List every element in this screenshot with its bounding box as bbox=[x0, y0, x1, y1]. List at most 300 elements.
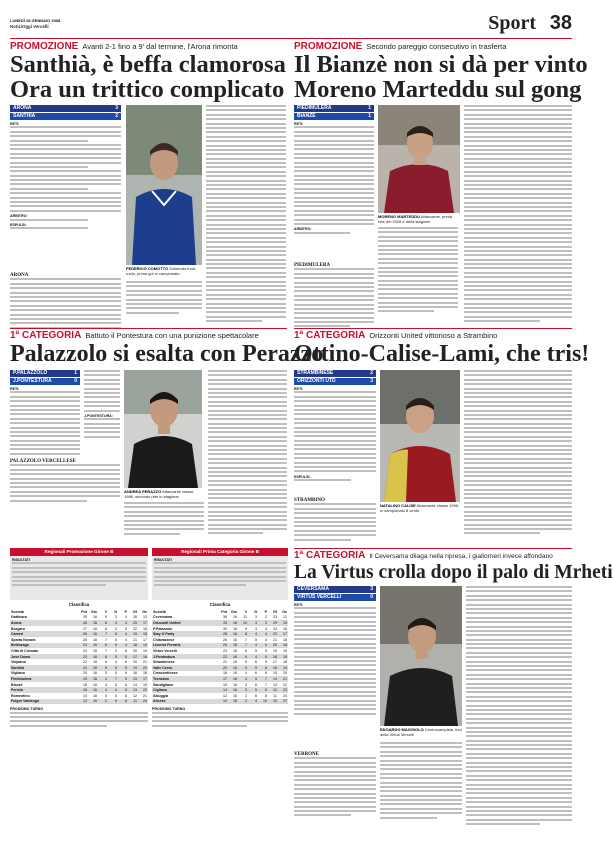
stat-cell: 23 bbox=[278, 687, 288, 693]
stat-cell: 27 bbox=[278, 699, 288, 705]
stat-cell: 8 bbox=[265, 693, 267, 698]
stat-cell: 5 bbox=[265, 648, 267, 653]
stat-cell: 5 bbox=[248, 676, 258, 682]
article-palazzolo: 1ª CATEGORIA Battuto il Pontestura con una punizione spettacolare Palazzolo si esalta con Perazzo P.PALAZZOLO 1 J.PONTESTURA 0 RETI: J.PONTESTURA: PALAZZOLO VERCELLESE ANDREA PERAZZO Attaccante classe 1986, secondo rete in stagione bbox=[10, 330, 287, 545]
stat-cell: 18 bbox=[83, 682, 87, 687]
stat-cell: 8 bbox=[98, 620, 108, 626]
team-name: Gattinara bbox=[11, 615, 27, 620]
stat-cell: 24 bbox=[83, 648, 87, 653]
stat-cell: 6 bbox=[108, 643, 118, 649]
stat-cell: 24 bbox=[273, 626, 277, 631]
stat-cell: 3 bbox=[115, 626, 117, 631]
stat-cell: 7 bbox=[105, 648, 107, 653]
stat-cell: 8 bbox=[238, 631, 248, 637]
team-name: Livorno Ferraris bbox=[152, 643, 218, 649]
stat-cell: 16 bbox=[93, 660, 97, 665]
match-details: RETI: ARBITRO: ESPULSI: bbox=[10, 122, 121, 272]
stat-cell: 19 bbox=[128, 665, 138, 671]
stat-cell: 17 bbox=[278, 631, 288, 637]
stat-cell: 14 bbox=[83, 693, 87, 698]
article-dropcap: PIEDIMULERA bbox=[294, 263, 331, 268]
stat-cell: 4 bbox=[125, 637, 127, 642]
stat-cell: 5 bbox=[245, 660, 247, 665]
stat-cell: 17 bbox=[143, 637, 147, 642]
stat-cell: 17 bbox=[273, 660, 277, 665]
team-name: Alicese bbox=[152, 699, 218, 705]
stat-cell: 20 bbox=[218, 665, 228, 671]
stat-cell: 6 bbox=[255, 671, 257, 676]
standings-column-header: Gs bbox=[142, 609, 147, 614]
masthead bbox=[10, 14, 572, 40]
stat-cell: 5 bbox=[98, 665, 108, 671]
stat-cell: 15 bbox=[278, 620, 288, 626]
standings-promozione: Regionali Promozione Girone B RISULTATI Classifica Società Pnt Gio V N P Gf Gs Gattinara 30 16 9 3 4 26 13 Arona 28 16 8 4 4 25 17 Borgaro 27 16 8 3 5 22 18 Cameri 26 16 7 5 4 19 15 Sparta Novara 26 16 7 5 4 21 17 Bellinzago 24 16 6 6 4 18 14 Città di Cossato 24 16 7 3 6 20 19 Juve Domo 23 16 6 5 5 17 16 Volpiano 22 16 6 4 6 20 21 Santhià 21 16 5 6 5 19 20 Vigliano 20 16 5 5 6 16 18 Piedimulera 19 16 4 7 5 15 17 Bianzè 18 16 4 6 6 14 19 Feriolo 16 16 4 4 8 13 22 Romentino 14 16 3 5 8 12 21 Fulgor Valdengo 12 16 2 6 8 11 24 PROSSIMO TURNO bbox=[10, 548, 148, 833]
stat-cell: 26 bbox=[223, 637, 227, 642]
standings-column-header: Gf bbox=[273, 609, 277, 614]
stat-cell: 4 bbox=[245, 671, 247, 676]
stat-cell: 16 bbox=[233, 626, 237, 631]
stat-cell: 19 bbox=[283, 648, 287, 653]
article-subtitle: Moreno Marteddu sul gong bbox=[294, 75, 582, 103]
article-title: La Virtus crolla dopo il palo di Mrheti bbox=[294, 562, 613, 583]
score-away: BIANZÈ 1 bbox=[294, 113, 374, 120]
stat-cell: 22 bbox=[133, 626, 137, 631]
stat-cell: 9 bbox=[105, 615, 107, 620]
stat-cell: 16 bbox=[88, 620, 98, 626]
stat-cell: 16 bbox=[88, 654, 98, 660]
stat-cell: 4 bbox=[115, 660, 117, 665]
stat-cell: 20 bbox=[133, 660, 137, 665]
stat-cell: 5 bbox=[108, 654, 118, 660]
article-kicker: 1ª CATEGORIA Battuto il Pontestura con una punizione spettacolare bbox=[10, 330, 259, 341]
stat-cell: 11 bbox=[128, 699, 138, 705]
standings-column-header: P bbox=[124, 609, 127, 614]
photo-caption: FEDERICO COMOTTO Schierato fuori-ruolo, prima gol in campionato bbox=[126, 266, 197, 276]
stat-cell: 2 bbox=[238, 699, 248, 705]
stat-cell: 8 bbox=[105, 626, 107, 631]
stat-cell: 18 bbox=[283, 660, 287, 665]
stat-cell: 29 bbox=[268, 620, 278, 626]
stat-cell: 15 bbox=[138, 631, 148, 637]
stat-cell: 3 bbox=[248, 620, 258, 626]
stat-cell: 20 bbox=[268, 643, 278, 649]
team-name: Borgaro bbox=[11, 626, 25, 631]
stat-cell: 16 bbox=[233, 682, 237, 687]
stat-cell: 16 bbox=[233, 671, 237, 676]
stat-cell: 19 bbox=[278, 654, 288, 660]
standings-column-header: V bbox=[244, 609, 247, 614]
stat-cell: 21 bbox=[278, 676, 288, 682]
stat-cell: 4 bbox=[248, 643, 258, 649]
stat-cell: 12 bbox=[223, 693, 227, 698]
standings-column-header: Società bbox=[11, 609, 24, 614]
player-photo-perazzo bbox=[124, 370, 202, 488]
photo-caption: NATALINO CALISE Attaccante classe 1995, in campionato 8 centri bbox=[380, 503, 460, 513]
team-name: Volpiano bbox=[11, 660, 26, 665]
stat-cell: 6 bbox=[255, 693, 257, 698]
stat-cell: 16 bbox=[228, 665, 238, 671]
stat-cell: 7 bbox=[105, 637, 107, 642]
stat-cell: 24 bbox=[138, 699, 148, 705]
stat-cell: 15 bbox=[223, 682, 227, 687]
stat-cell: 16 bbox=[88, 676, 98, 682]
stat-cell: 10 bbox=[258, 699, 268, 705]
stat-cell: 5 bbox=[248, 687, 258, 693]
team-name: Virtus Vercelli bbox=[153, 648, 177, 653]
stat-cell: 4 bbox=[108, 687, 118, 693]
stat-cell: 6 bbox=[125, 671, 127, 676]
team-name: Sparta Novara bbox=[11, 637, 36, 642]
stat-cell: 33 bbox=[273, 615, 277, 620]
stat-cell: 8 bbox=[125, 693, 127, 698]
stat-cell: 12 bbox=[133, 693, 137, 698]
stat-cell: 6 bbox=[255, 660, 257, 665]
stat-cell: 17 bbox=[218, 676, 228, 682]
standings-column-header: Gs bbox=[282, 609, 287, 614]
article-orizzonti bbox=[294, 330, 590, 545]
team-name: Santhià bbox=[10, 665, 78, 671]
team-name: Città di Cossato bbox=[11, 648, 39, 653]
stat-cell: 21 bbox=[223, 660, 227, 665]
stat-cell: 11 bbox=[273, 693, 277, 698]
stat-cell: 3 bbox=[245, 682, 247, 687]
stat-cell: 14 bbox=[133, 682, 137, 687]
team-name: Ceversama bbox=[153, 615, 173, 620]
stat-cell: 24 bbox=[283, 693, 287, 698]
stat-cell: 23 bbox=[78, 654, 88, 660]
stat-cell: 16 bbox=[228, 687, 238, 693]
team-name: Cigliano bbox=[152, 687, 218, 693]
standings-column-header: N bbox=[114, 609, 117, 614]
team-name: Juve Domo bbox=[10, 654, 78, 660]
article-dropcap: ARONA bbox=[10, 273, 29, 278]
team-name: Cameri bbox=[10, 631, 78, 637]
match-details: RETI: bbox=[294, 603, 376, 753]
team-name: Orizzonti United bbox=[152, 620, 218, 626]
stat-cell: 6 bbox=[98, 654, 108, 660]
stat-cell: 26 bbox=[133, 615, 137, 620]
score-away: VIRTUS VERCELLI 0 bbox=[294, 594, 376, 601]
stat-cell: 5 bbox=[258, 643, 268, 649]
player-photo-maggiolo bbox=[380, 586, 462, 726]
team-name: Saluggia bbox=[153, 693, 168, 698]
stat-cell: 4 bbox=[98, 687, 108, 693]
photo-caption: MORENO MARTEDDU Attaccante, prima rete del 2008 e della stagione bbox=[378, 214, 453, 224]
stat-cell: 5 bbox=[115, 693, 117, 698]
stat-cell: 21 bbox=[143, 660, 147, 665]
stat-cell: 21 bbox=[143, 693, 147, 698]
stat-cell: 13 bbox=[273, 682, 277, 687]
stat-cell: 22 bbox=[83, 660, 87, 665]
stat-cell: 16 bbox=[268, 665, 278, 671]
article-title: Palazzolo si esalta con Perazzo bbox=[10, 341, 324, 367]
standings-column-header: Pnt bbox=[221, 609, 227, 614]
stat-cell: 4 bbox=[108, 620, 118, 626]
stat-cell: 21 bbox=[273, 637, 277, 642]
stat-cell: 16 bbox=[93, 648, 97, 653]
score-home: CEVERSAMA 3 bbox=[294, 586, 376, 593]
team-name: Crescentinese bbox=[153, 671, 178, 676]
stat-cell: 28 bbox=[78, 620, 88, 626]
stat-cell: 16 bbox=[233, 637, 237, 642]
stat-cell: 7 bbox=[238, 643, 248, 649]
team-name: Stay O Party bbox=[152, 631, 218, 637]
stat-cell: 6 bbox=[125, 648, 127, 653]
stat-cell: 5 bbox=[248, 665, 258, 671]
stat-cell: 4 bbox=[238, 676, 248, 682]
stat-cell: 16 bbox=[93, 626, 97, 631]
stat-cell: 7 bbox=[108, 676, 118, 682]
stat-cell: 30 bbox=[223, 626, 227, 631]
stat-cell: 18 bbox=[223, 671, 227, 676]
standings-column-header: V bbox=[104, 609, 107, 614]
standings-column-header: Pnt bbox=[81, 609, 87, 614]
article-kicker: PROMOZIONE Secondo pareggio consecutivo in trasferta bbox=[294, 41, 507, 52]
stat-cell: 10 bbox=[218, 699, 228, 705]
stat-cell: 4 bbox=[118, 631, 128, 637]
stat-cell: 16 bbox=[228, 699, 238, 705]
stat-cell: 23 bbox=[223, 648, 227, 653]
match-details: RETI: ARBITRO: bbox=[294, 122, 374, 264]
masthead-date: LUNEDÌ 28 GENNAIO 2008 bbox=[10, 18, 61, 23]
stat-cell: 4 bbox=[105, 682, 107, 687]
stat-cell: 36 bbox=[223, 615, 227, 620]
stat-cell: 6 bbox=[115, 682, 117, 687]
stat-cell: 16 bbox=[133, 671, 137, 676]
score-home: STRAMBINESE 2 bbox=[294, 370, 376, 377]
article-title: Il Bianzè non si dà per vinto bbox=[294, 51, 588, 78]
stat-cell: 16 bbox=[138, 654, 148, 660]
stat-cell: 6 bbox=[255, 682, 257, 687]
photo-caption: ANDREA PERAZZO Attaccante classe 1986, secondo rete in stagione bbox=[124, 489, 194, 499]
stat-cell: 14 bbox=[218, 687, 228, 693]
stat-cell: 17 bbox=[128, 654, 138, 660]
stat-cell: 16 bbox=[93, 693, 97, 698]
stat-cell: 19 bbox=[128, 631, 138, 637]
stat-cell: 19 bbox=[278, 665, 288, 671]
stat-cell: 3 bbox=[115, 615, 117, 620]
standings-column-header: Gio bbox=[231, 609, 237, 614]
stat-cell: 10 bbox=[268, 699, 278, 705]
stat-cell: 3 bbox=[105, 693, 107, 698]
stat-cell: 19 bbox=[143, 682, 147, 687]
stat-cell: 16 bbox=[88, 665, 98, 671]
stat-cell: 16 bbox=[228, 631, 238, 637]
stat-cell: 22 bbox=[283, 682, 287, 687]
standings-table bbox=[10, 609, 148, 704]
stat-cell: 25 bbox=[218, 643, 228, 649]
stat-cell: 21 bbox=[133, 637, 137, 642]
stat-cell: 3 bbox=[258, 620, 268, 626]
stat-cell: 7 bbox=[245, 637, 247, 642]
stat-cell: 2 bbox=[98, 699, 108, 705]
standings-column-header: Gf bbox=[133, 609, 137, 614]
stat-cell: 6 bbox=[245, 648, 247, 653]
team-name: Bianzè bbox=[11, 682, 23, 687]
team-name: Valle Cervo bbox=[152, 665, 218, 671]
stat-cell: 18 bbox=[278, 643, 288, 649]
stat-cell: 22 bbox=[138, 687, 148, 693]
stat-cell: 6 bbox=[238, 654, 248, 660]
stat-cell: 20 bbox=[138, 665, 148, 671]
stat-cell: 4 bbox=[125, 615, 127, 620]
table-row bbox=[152, 699, 288, 705]
stat-cell: 4 bbox=[118, 643, 128, 649]
team-name: Tronzano bbox=[152, 676, 218, 682]
team-name: Piedimulera bbox=[10, 676, 78, 682]
article-bianze bbox=[294, 41, 588, 326]
stat-cell: 2 bbox=[245, 693, 247, 698]
stat-cell: 6 bbox=[108, 699, 118, 705]
stat-cell: 24 bbox=[78, 643, 88, 649]
score-home: P.PALAZZOLO 1 bbox=[10, 370, 80, 377]
stat-cell: 6 bbox=[108, 665, 118, 671]
stat-cell: 5 bbox=[108, 631, 118, 637]
stat-cell: 14 bbox=[268, 676, 278, 682]
stat-cell: 13 bbox=[143, 615, 147, 620]
article-santhia bbox=[10, 41, 287, 326]
stat-cell: 16 bbox=[233, 660, 237, 665]
stat-cell: 30 bbox=[83, 615, 87, 620]
stat-cell: 18 bbox=[143, 626, 147, 631]
stat-cell: 6 bbox=[98, 643, 108, 649]
stat-cell: 16 bbox=[233, 648, 237, 653]
stat-cell: 6 bbox=[258, 654, 268, 660]
stat-cell: 20 bbox=[133, 648, 137, 653]
stat-cell: 12 bbox=[78, 699, 88, 705]
stat-cell: 4 bbox=[98, 676, 108, 682]
team-name: Sandigliano bbox=[153, 682, 174, 687]
stat-cell: 8 bbox=[118, 699, 128, 705]
team-name: Bellinzago bbox=[10, 643, 78, 649]
stat-cell: 12 bbox=[268, 687, 278, 693]
stat-cell: 16 bbox=[93, 615, 97, 620]
stat-cell: 16 bbox=[88, 631, 98, 637]
stat-cell: 26 bbox=[83, 637, 87, 642]
stat-cell: 5 bbox=[115, 637, 117, 642]
score-away: ORIZZONTI UTD 3 bbox=[294, 378, 376, 385]
stat-cell: 5 bbox=[118, 676, 128, 682]
stat-cell: 18 bbox=[283, 637, 287, 642]
stat-cell: 16 bbox=[78, 687, 88, 693]
stat-cell: 16 bbox=[88, 643, 98, 649]
stat-cell: 4 bbox=[248, 654, 258, 660]
stat-cell: 14 bbox=[138, 643, 148, 649]
stat-cell: 7 bbox=[265, 682, 267, 687]
article-kicker: 1ª CATEGORIA Orizzonti United vittorioso a Strambino bbox=[294, 330, 498, 341]
article-dropcap: VERRONE bbox=[294, 752, 320, 757]
article-title: Santhià, è beffa clamorosa bbox=[10, 51, 286, 78]
stat-cell: 19 bbox=[78, 676, 88, 682]
score-home: PIEDIMULERA 1 bbox=[294, 105, 374, 112]
stat-cell: 6 bbox=[265, 671, 267, 676]
stat-cell: 6 bbox=[125, 682, 127, 687]
stat-cell: 7 bbox=[258, 676, 268, 682]
team-name: Strambinese bbox=[153, 660, 175, 665]
team-name: Feriolo bbox=[10, 687, 78, 693]
stat-cell: 18 bbox=[128, 643, 138, 649]
stat-cell: 4 bbox=[248, 699, 258, 705]
stat-cell: 5 bbox=[125, 626, 127, 631]
stat-cell: 33 bbox=[218, 620, 228, 626]
team-name: P.Palazzolo bbox=[153, 626, 173, 631]
standings-header: Regionali Prima Categoria Girone B bbox=[152, 548, 288, 556]
stat-cell: 26 bbox=[78, 631, 88, 637]
stat-cell: 5 bbox=[265, 660, 267, 665]
stat-cell: 6 bbox=[105, 660, 107, 665]
stat-cell: 18 bbox=[143, 671, 147, 676]
article-dropcap: PALAZZOLO VERCELLESE bbox=[10, 459, 76, 464]
player-photo-comotto bbox=[126, 105, 202, 265]
stat-cell: 16 bbox=[93, 671, 97, 676]
photo-caption: EDOARDO MAGGIOLO Centrocampista, tuoi della Virtus Vercelli bbox=[380, 727, 462, 737]
stat-cell: 19 bbox=[143, 648, 147, 653]
stat-cell: 22 bbox=[218, 654, 228, 660]
stat-cell: 21 bbox=[78, 665, 88, 671]
stat-cell: 15 bbox=[273, 671, 277, 676]
team-name: Vigliano bbox=[11, 671, 25, 676]
article-virtus bbox=[294, 550, 613, 835]
team-name: Arona bbox=[10, 620, 78, 626]
score-home: ARONA 3 bbox=[10, 105, 121, 112]
article-kicker: PROMOZIONE Avanti 2-1 fino a 9' dal termine, l'Arona rimonta bbox=[10, 41, 238, 52]
standings-column-header: Gio bbox=[91, 609, 97, 614]
stat-cell: 5 bbox=[255, 637, 257, 642]
stat-cell: 4 bbox=[258, 631, 268, 637]
stat-cell: 8 bbox=[258, 687, 268, 693]
team-name: Chiavazzese bbox=[153, 637, 175, 642]
standings-table bbox=[152, 609, 288, 704]
stat-cell: 9 bbox=[245, 626, 247, 631]
stat-cell: 7 bbox=[98, 631, 108, 637]
stat-cell: 16 bbox=[228, 676, 238, 682]
team-name: Fulgor Valdengo bbox=[10, 699, 78, 705]
score-away: J.PONTESTURA 0 bbox=[10, 378, 80, 385]
article-dropcap: STRAMBINO bbox=[294, 498, 325, 503]
stat-cell: 3 bbox=[255, 626, 257, 631]
stat-cell: 27 bbox=[83, 626, 87, 631]
team-name: Romentino bbox=[11, 693, 30, 698]
stat-cell: 16 bbox=[93, 682, 97, 687]
stat-cell: 6 bbox=[258, 665, 268, 671]
match-details: RETI: ESPULSI: bbox=[294, 387, 376, 499]
stat-cell: 23 bbox=[268, 631, 278, 637]
stat-cell: 3 bbox=[255, 615, 257, 620]
section-title: Sport bbox=[488, 12, 536, 34]
standings-prima-categoria: Regionali Prima Categoria Girone B RISULTATI Classifica Società Pnt Gio V N P Gf Gs Ceversama 36 16 11 3 2 33 12 Orizzonti United 33 16 10 3 3 29 15 P.Palazzolo 30 16 9 3 4 24 16 Stay O Party 28 16 8 4 4 23 17 Chiavazzese 26 16 7 5 4 21 18 Livorno Ferraris 25 16 7 4 5 20 18 Virtus Vercelli 23 16 6 5 5 19 19 J.Pontestura 22 16 6 4 6 18 19 Strambinese 21 16 5 6 5 17 18 Valle Cervo 20 16 5 5 6 16 19 Crescentinese 18 16 4 6 6 15 20 Tronzano 17 16 4 5 7 14 21 Sandigliano 15 16 3 6 7 13 22 Cigliano 14 16 3 5 8 12 23 Saluggia 12 16 2 6 8 11 24 Alicese 10 16 2 4 10 10 27 PROSSIMO TURNO bbox=[152, 548, 288, 833]
stat-cell: 16 bbox=[233, 693, 237, 698]
stat-cell: 4 bbox=[265, 637, 267, 642]
standings-column-header: N bbox=[254, 609, 257, 614]
stat-cell: 15 bbox=[128, 676, 138, 682]
stat-cell: 3 bbox=[238, 687, 248, 693]
stat-cell: 5 bbox=[115, 671, 117, 676]
stat-cell: 25 bbox=[128, 620, 138, 626]
stat-cell: 8 bbox=[118, 687, 128, 693]
page-number: 38 bbox=[549, 12, 572, 34]
stat-cell: 3 bbox=[115, 648, 117, 653]
match-details: RETI: bbox=[10, 387, 80, 471]
stat-cell: 20 bbox=[283, 671, 287, 676]
stat-cell: 16 bbox=[93, 637, 97, 642]
stat-cell: 5 bbox=[105, 671, 107, 676]
stat-cell: 5 bbox=[118, 665, 128, 671]
player-photo-marteddu bbox=[378, 105, 460, 213]
standings-title: Classifica bbox=[68, 602, 90, 607]
stat-cell: 28 bbox=[218, 631, 228, 637]
stat-cell: 17 bbox=[138, 620, 148, 626]
standings-header: Regionali Promozione Girone B bbox=[10, 548, 148, 556]
